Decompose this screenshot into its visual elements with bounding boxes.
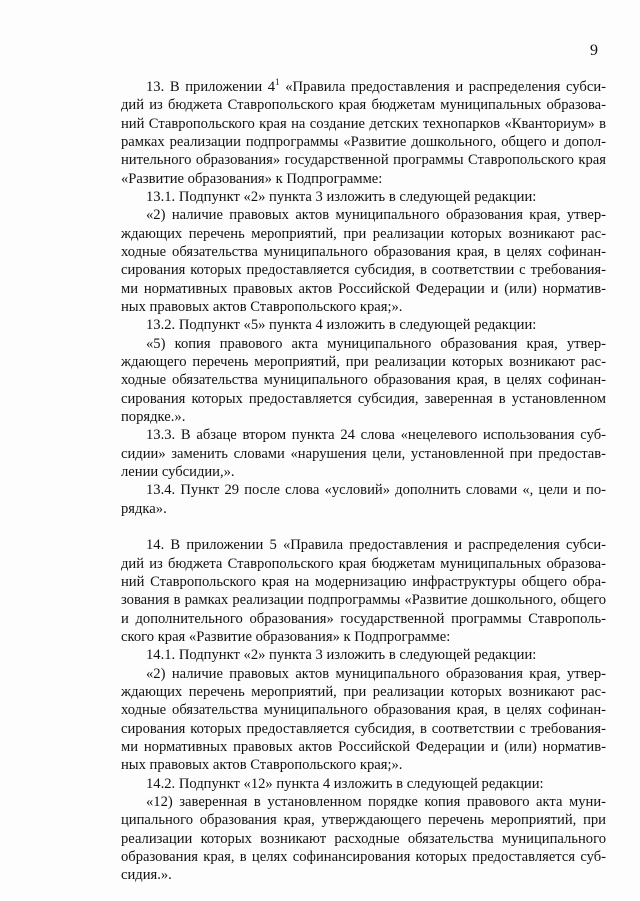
text-line: ждающего перечень мероприятий, при реализации которых возникают рас- <box>121 354 606 371</box>
text-line: 13.4. Пункт 29 после слова «условий» дополнить словами «, цели и по- <box>146 482 606 499</box>
text-line: 13.2. Подпункт «5» пункта 4 изложить в следующей редакции: <box>146 317 537 334</box>
text-line: рамках реализации подпрограммы «Развитие дошкольного, общего и допол- <box>121 134 606 150</box>
text-line: ского края «Развитие образования» к Подпрограмме: <box>121 629 451 646</box>
text-line: сирования которых предоставляется субсидия, в соответствии с требования- <box>121 720 606 737</box>
text-line: порядке.». <box>121 409 186 426</box>
text-line: ных правовых актов Ставропольского края;». <box>121 757 403 774</box>
text-line: 13. В приложении $4^1$ «Правила предоставления и распределения субси- <box>146 77 606 95</box>
text-line: сидии» заменить словами «нарушения цели, установленной при предостав- <box>121 445 606 462</box>
text-line: ципального образования края, утверждающего перечень мероприятий, при <box>121 812 606 829</box>
text-line: ний Ставропольского края на создание детских технопарков «Кванториум» в <box>121 115 606 132</box>
text-line: «5) копия правового акта муниципального образования края, утвер- <box>146 335 606 352</box>
text-line: ний Ставропольского края на модернизацию инфраструктуры общего обра- <box>121 574 606 591</box>
text-line: лении субсидии,». <box>121 464 235 481</box>
text-line: нительного образования» государственной программы Ставропольского края <box>121 152 606 169</box>
text-line: дий из бюджета Ставропольского края бюджетам муниципальных образова- <box>121 97 606 114</box>
text-line: 13.1. Подпункт «2» пункта 3 изложить в следующей редакции: <box>146 189 537 205</box>
text-line: 14. В приложении 5 «Правила предоставления и распределения субси- <box>146 537 606 554</box>
text-line: образования края, в целях софинансирования которых предоставляется суб- <box>121 849 606 866</box>
text-line: ходные обязательства муниципального образования края, в целях софинан- <box>121 372 606 389</box>
text-line: ходные обязательства муниципального образования края, в целях софинан- <box>121 702 606 719</box>
text-line: 14.1. Подпункт «2» пункта 3 изложить в следующей редакции: <box>146 647 537 664</box>
text-line: ждающих перечень мероприятий, при реализации которых возникают рас- <box>121 684 606 701</box>
text-line: ми нормативных правовых актов Российской Федерации и (или) норматив- <box>121 280 606 297</box>
text-line: 13.3. В абзаце втором пункта 24 слова «нецелевого использования суб- <box>146 427 606 444</box>
text-line: ждающих перечень мероприятий, при реализации которых возникают рас- <box>121 225 606 242</box>
text-line: 14.2. Подпункт «12» пункта 4 изложить в следующей редакции: <box>146 775 544 792</box>
page-number: 9 <box>590 42 598 59</box>
text-line: сирования которых предоставляется субсидия, заверенная в установленном <box>121 390 606 407</box>
text-line: «2) наличие правовых актов муниципального образования края, утвер- <box>146 207 606 224</box>
text-line: ных правовых актов Ставропольского края;». <box>121 299 403 316</box>
text-line: ми нормативных правовых актов Российской Федерации и (или) норматив- <box>121 739 606 756</box>
text-line: реализации которых возникают расходные обязательства муниципального <box>121 830 606 847</box>
text-line: рядка». <box>121 500 167 517</box>
text-line: и дополнительного образования» государственной программы Ставрополь- <box>121 610 606 627</box>
text-line: сирования которых предоставляется субсидия, в соответствии с требования- <box>121 262 606 279</box>
text-line: «2) наличие правовых актов муниципального образования края, утвер- <box>146 665 606 682</box>
text-line: сидия.». <box>121 867 172 884</box>
text-line: «12) заверенная в установленном порядке копия правового акта муни- <box>146 794 606 811</box>
text-line: «Развитие образования» к Подпрограмме: <box>121 170 383 187</box>
text-line: зования в рамках реализации подпрограммы «Развитие дошкольного, общего <box>121 592 606 609</box>
text-line: дий из бюджета Ставропольского края бюджетам муниципальных образова- <box>121 555 606 572</box>
text-line: ходные обязательства муниципального образования края, в целях софинан- <box>121 244 606 260</box>
